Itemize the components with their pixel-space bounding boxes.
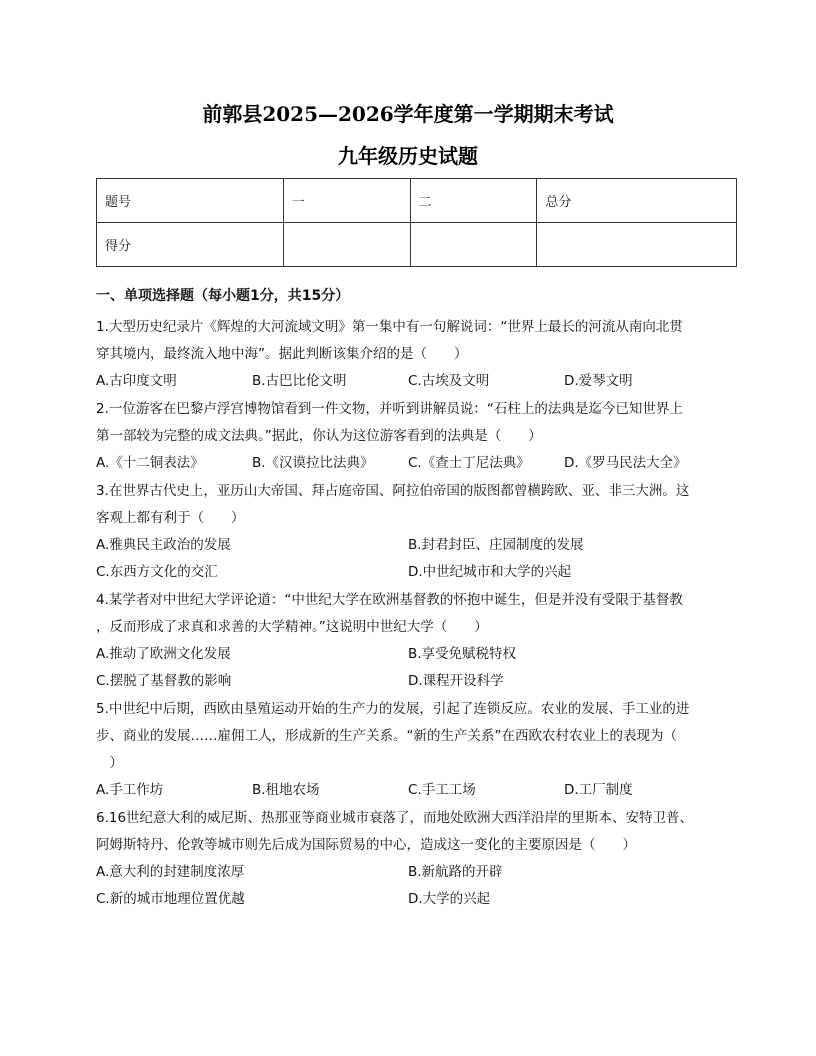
option-b[interactable]: B.古巴比伦文明: [252, 373, 347, 389]
question-4: [96, 587, 721, 695]
score-input-part2[interactable]: [410, 223, 537, 267]
option-c[interactable]: C.《查士丁尼法典》: [408, 455, 530, 471]
option-a[interactable]: A.推动了欧洲文化发展: [96, 646, 231, 662]
option-d[interactable]: D.中世纪城市和大学的兴起: [408, 564, 572, 580]
option-b[interactable]: B.新航路的开辟: [408, 864, 503, 880]
option-b[interactable]: B.享受免赋税特权: [408, 646, 517, 662]
option-d[interactable]: D.爱琴文明: [564, 373, 633, 389]
option-d[interactable]: D.大学的兴起: [408, 891, 491, 907]
option-d[interactable]: D.工厂制度: [564, 782, 633, 798]
option-b[interactable]: B.封君封臣、庄园制度的发展: [408, 537, 584, 553]
question-text: 阿姆斯特丹、伦敦等城市则先后成为国际贸易的中心，造成这一变化的主要原因是（ ）: [96, 837, 636, 853]
options-row: [96, 450, 721, 477]
question-text: 3.在世界古代史上，亚历山大帝国、拜占庭帝国、阿拉伯帝国的版图都曾横跨欧、亚、非三大洲。这: [96, 483, 690, 499]
option-b[interactable]: B.《汉谟拉比法典》: [252, 455, 374, 471]
options-row: [96, 641, 721, 668]
score-cell-total: 总分: [537, 179, 737, 223]
question-text: ）: [96, 755, 123, 771]
options-row: [96, 886, 721, 913]
question-text: 5.中世纪中后期，西欧由垦殖运动开始的生产力的发展，引起了连锁反应。农业的发展、手工业的进: [96, 701, 690, 717]
score-table: [96, 178, 737, 267]
option-c[interactable]: C.古埃及文明: [408, 373, 490, 389]
question-3: [96, 478, 721, 586]
options-row: [96, 668, 721, 695]
options-row: [96, 559, 721, 586]
question-text: 2.一位游客在巴黎卢浮宫博物馆看到一件文物，并听到讲解员说：“石柱上的法典是迄今已知世界上: [96, 401, 683, 417]
option-a[interactable]: A.《十二铜表法》: [96, 455, 204, 471]
option-a[interactable]: A.意大利的封建制度浓厚: [96, 864, 245, 880]
option-a[interactable]: A.古印度文明: [96, 373, 177, 389]
question-text: 1.大型历史纪录片《辉煌的大河流域文明》第一集中有一句解说词：“世界上最长的河流从南向北贯: [96, 319, 683, 335]
score-cell-defen: 得分: [97, 223, 284, 267]
question-text: ，反而形成了求真和求善的大学精神。”这说明中世纪大学（ ）: [96, 619, 488, 635]
options-row: [96, 368, 721, 395]
score-cell-part2: 二: [410, 179, 537, 223]
option-c[interactable]: C.手工工场: [408, 782, 476, 798]
question-text: 4.某学者对中世纪大学评论道：“中世纪大学在欧洲基督教的怀抱中诞生，但是并没有受限于基督教: [96, 592, 683, 608]
exam-subtitle: 九年级历史试题: [338, 144, 478, 168]
option-c[interactable]: C.东西方文化的交汇: [96, 564, 218, 580]
option-a[interactable]: A.手工作坊: [96, 782, 164, 798]
option-c[interactable]: C.新的城市地理位置优越: [96, 891, 245, 907]
question-2: [96, 396, 721, 477]
question-1: [96, 314, 721, 395]
question-text: 步、商业的发展……雇佣工人，形成新的生产关系。“新的生产关系”在西欧农村农业上的表现为（: [96, 728, 677, 744]
score-input-total[interactable]: [537, 223, 737, 267]
options-row: [96, 777, 721, 804]
score-cell-part1: 一: [283, 179, 410, 223]
exam-title: 前郭县2025—2026学年度第一学期期末考试: [202, 102, 614, 126]
score-input-part1[interactable]: [283, 223, 410, 267]
option-b[interactable]: B.租地农场: [252, 782, 320, 798]
option-d[interactable]: D.《罗马民法大全》: [564, 455, 687, 471]
option-a[interactable]: A.雅典民主政治的发展: [96, 537, 231, 553]
score-table-header-row: [97, 179, 737, 223]
options-row: [96, 532, 721, 559]
question-text: 第一部较为完整的成文法典。”据此，你认为这位游客看到的法典是（ ）: [96, 428, 542, 444]
question-6: [96, 805, 721, 913]
score-cell-label: 题号: [97, 179, 284, 223]
question-text: 客观上都有利于（ ）: [96, 510, 245, 526]
question-text: 穿其境内，最终流入地中海”。据此判断该集介绍的是（ ）: [96, 346, 468, 362]
options-row: [96, 859, 721, 886]
option-d[interactable]: D.课程开设科学: [408, 673, 504, 689]
question-5: [96, 696, 721, 804]
score-table-score-row: [97, 223, 737, 267]
option-c[interactable]: C.摆脱了基督教的影响: [96, 673, 232, 689]
question-text: 6.16世纪意大利的威尼斯、热那亚等商业城市衰落了，而地处欧洲大西洋沿岸的里斯本、安特卫普、: [96, 810, 694, 826]
section-heading: 一、单项选择题（每小题1分，共15分）: [96, 288, 350, 304]
